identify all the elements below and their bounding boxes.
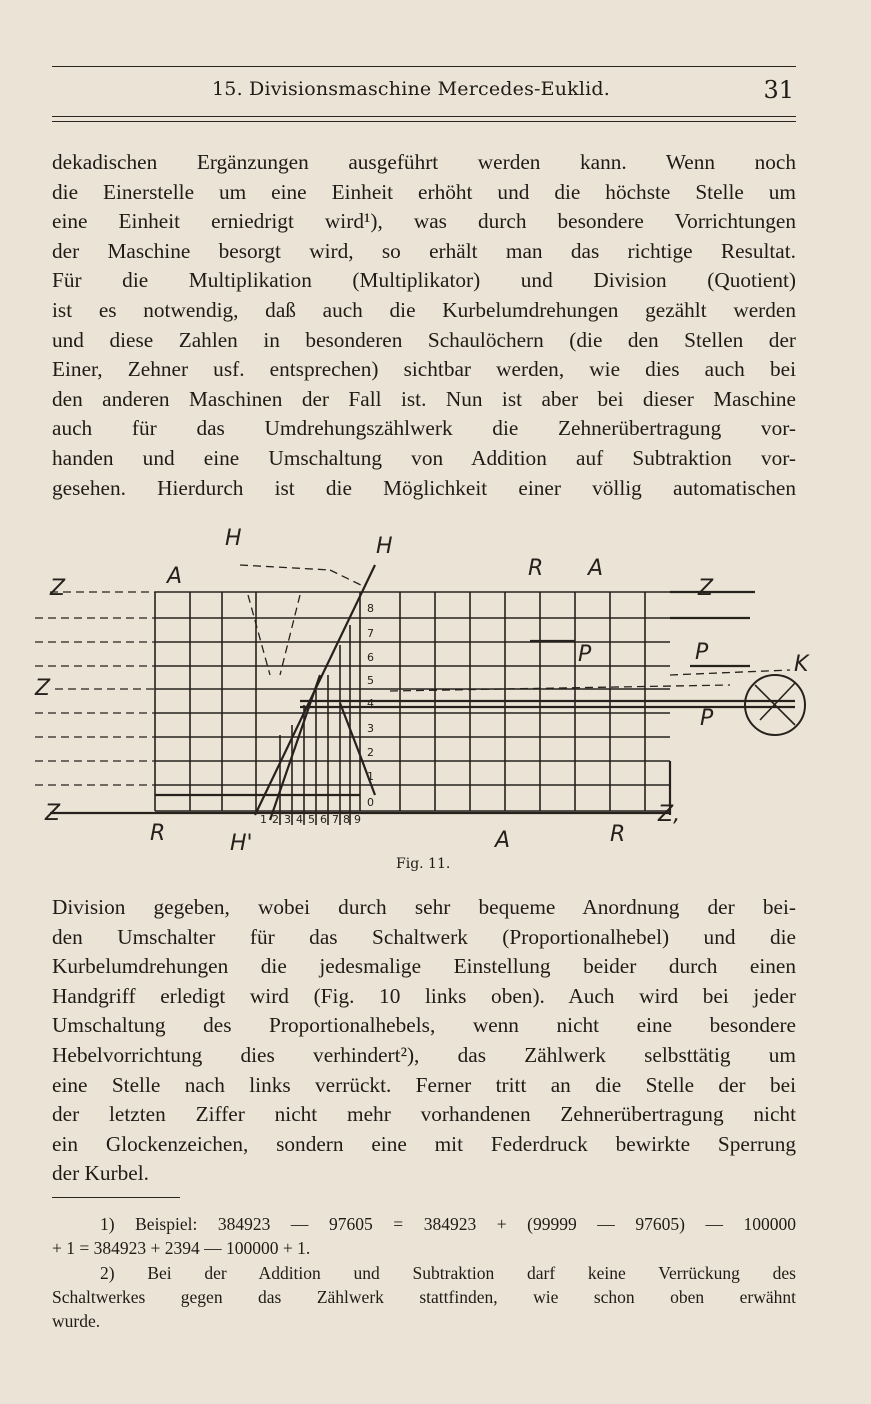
text-line: handen und eine Umschaltung von Addition auf Subtraktion vor-	[52, 445, 796, 470]
label-A-bottom: A	[495, 828, 511, 853]
text-line: Hebelvorrichtung dies verhindert²), das Zählwerk selbsttätig um	[52, 1042, 796, 1067]
label-K: K	[794, 652, 809, 677]
label-R-top: R	[528, 556, 544, 581]
text-line: ein Glockenzeichen, sondern eine mit Federdruck bewirkte Sperrung	[52, 1131, 796, 1156]
header-rule-2	[52, 121, 796, 122]
rowdigit-7: 7	[332, 813, 339, 826]
text-line: Division gegeben, wobei durch sehr bequeme Anordnung der bei-	[52, 895, 796, 919]
lever-lines	[50, 565, 795, 820]
text-line: der Kurbel.	[52, 1161, 149, 1186]
footnote-1-line: + 1 = 384923 + 2394 — 100000 + 1.	[52, 1238, 311, 1259]
label-Z-left-bottom: Z	[45, 801, 61, 826]
paragraph-1	[52, 148, 796, 503]
text-line: der Maschine besorgt wird, so erhält man das richtige Resultat.	[52, 238, 796, 263]
page-number: 31	[763, 76, 794, 104]
label-Z-left-mid: Z	[35, 676, 51, 701]
digit-0: 0	[367, 796, 374, 809]
rowdigit-4: 4	[296, 813, 303, 826]
rowdigit-9: 9	[354, 813, 361, 826]
text-line: auch für das Umdrehungszählwerk die Zehnerübertragung vor-	[52, 416, 796, 441]
digit-1: 1	[367, 770, 374, 783]
label-H-left: H	[225, 526, 242, 551]
digit-labels	[260, 602, 374, 826]
label-A-left: A	[167, 564, 183, 589]
rowdigit-5: 5	[308, 813, 315, 826]
text-line: Einer, Zehner usf. entsprechen) sichtbar werden, wie dies auch bei	[52, 357, 796, 382]
header-rule-1	[52, 116, 796, 117]
text-line: Kurbelumdrehungen die jedesmalige Einstellung beider durch einen	[52, 954, 796, 979]
text-line: Für die Multiplikation (Multiplikator) und Division (Quotient)	[52, 268, 796, 293]
label-R-bottom-right: R	[610, 822, 626, 847]
text-line: dekadischen Ergänzungen ausgeführt werden kann. Wenn noch	[52, 150, 796, 174]
text-line: Handgriff erledigt wird (Fig. 10 links oben). Auch wird bei jeder	[52, 983, 796, 1008]
text-line: gesehen. Hierdurch ist die Möglichkeit einer völlig automatischen	[52, 475, 796, 500]
text-line: eine Einheit erniedrigt wird¹), was durch besondere Vorrichtungen	[52, 209, 796, 234]
label-H-right: H	[376, 534, 393, 559]
footnote-2-line: wurde.	[52, 1311, 101, 1332]
text-line: der letzten Ziffer nicht mehr vorhandenen Zehnerübertragung nicht	[52, 1102, 796, 1127]
footnotes	[52, 1212, 796, 1333]
footnote-1-line: 1) Beispiel: 384923 — 97605 = 384923 + (99999 — 97605) — 100000	[100, 1214, 796, 1234]
label-Z1: Z,	[658, 802, 681, 827]
label-Z-right: Z	[698, 576, 714, 601]
figure-11-diagram	[30, 525, 830, 855]
footnote-rule	[52, 1197, 180, 1198]
rowdigit-3: 3	[284, 813, 291, 826]
digit-5: 5	[367, 674, 374, 687]
text-line: die Einerstelle um eine Einheit erhöht und die höchste Stelle um	[52, 179, 796, 204]
header-top-rule	[52, 66, 796, 67]
digit-3: 3	[367, 722, 374, 735]
rowdigit-6: 6	[320, 813, 327, 826]
text-line: Umschaltung des Proportionalhebels, wenn nicht eine besondere	[52, 1013, 796, 1038]
digit-8: 8	[367, 602, 374, 615]
footnote-2-line: 2) Bei der Addition und Subtraktion darf keine Verrückung des	[100, 1262, 796, 1283]
text-line: den anderen Maschinen der Fall ist. Nun ist aber bei dieser Maschine	[52, 386, 796, 411]
label-Z-left-top: Z	[50, 576, 66, 601]
label-P-lower: P	[700, 706, 714, 731]
digit-7: 7	[367, 627, 374, 640]
text-line: und diese Zahlen in besonderen Schaulöchern (die den Stellen der	[52, 327, 796, 352]
label-A-top: A	[588, 556, 604, 581]
figure-caption: Fig. 11.	[396, 856, 451, 872]
footnote-2-line: Schaltwerkes gegen das Zählwerk stattfinden, wie schon oben erwähnt	[52, 1286, 796, 1307]
digit-2: 2	[367, 746, 374, 759]
label-P-right: P	[695, 640, 709, 665]
text-line: eine Stelle nach links verrückt. Ferner tritt an die Stelle der bei	[52, 1072, 796, 1097]
label-R-bottom-left: R	[150, 821, 166, 846]
rowdigit-8: 8	[343, 813, 350, 826]
rowdigit-1: 1	[260, 813, 267, 826]
label-H1: H'	[230, 831, 253, 855]
dashed-lines	[35, 565, 790, 785]
text-line: ist es notwendig, daß auch die Kurbelumdrehungen gezählt werden	[52, 297, 796, 322]
rowdigit-2: 2	[272, 813, 279, 826]
label-P-mid: P	[578, 642, 592, 667]
running-title: 15. Divisionsmaschine Mercedes-Euklid.	[212, 78, 611, 100]
digit-6: 6	[367, 651, 374, 664]
text-line: den Umschalter für das Schaltwerk (Proportionalhebel) und die	[52, 924, 796, 949]
grid	[155, 592, 670, 825]
page-header	[52, 76, 796, 110]
digit-4: 4	[367, 697, 374, 710]
paragraph-2	[52, 893, 796, 1189]
